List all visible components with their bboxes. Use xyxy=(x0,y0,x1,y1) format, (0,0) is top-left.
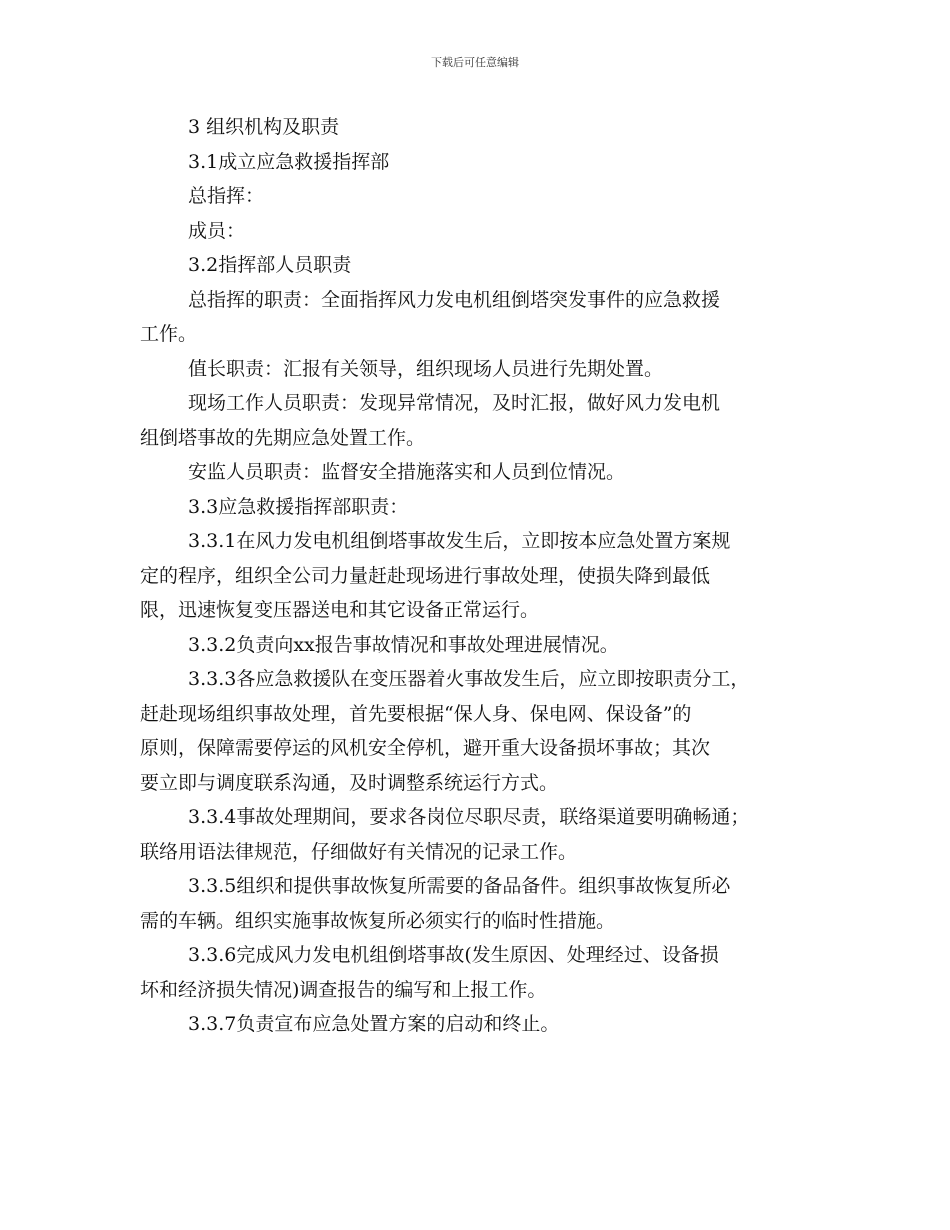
paragraph-line-first: 3.3.5组织和提供事故恢复所需要的备品备件。组织事故恢复所必 xyxy=(188,875,731,897)
paragraph-line-first: 成员： xyxy=(188,219,246,242)
paragraph xyxy=(140,524,830,628)
paragraph xyxy=(140,869,830,938)
document-body xyxy=(140,110,830,1042)
page-header: 下载后可任意编辑 xyxy=(431,56,519,69)
paragraph-line-first: 3.3.1在风力发电机组倒塔事故发生后，立即按本应急处置方案规 xyxy=(188,530,731,552)
paragraph xyxy=(140,800,830,869)
paragraph xyxy=(140,938,830,1007)
paragraph-line: 赶赴现场组织事故处理，首先要根据“保人身、保电网、保设备”的 xyxy=(140,702,692,725)
paragraph-line: 需的车辆。组织实施事故恢复所必须实行的临时性措施。 xyxy=(140,909,616,932)
paragraph-line-first: 3.3.6完成风力发电机组倒塔事故(发生原因、处理经过、设备损 xyxy=(188,944,719,966)
paragraph-line-first: 值长职责：汇报有关领导，组织现场人员进行先期处置。 xyxy=(188,357,664,380)
paragraph-line-first: 3.3.2负责向xx报告事故情况和事故处理进展情况。 xyxy=(188,633,619,656)
paragraph xyxy=(140,214,830,249)
paragraph xyxy=(140,110,830,145)
paragraph-line: 联络用语法律规范，仔细做好有关情况的记录工作。 xyxy=(140,840,578,863)
paragraph-line: 要立即与调度联系沟通，及时调整系统运行方式。 xyxy=(140,771,559,794)
paragraph-line: 坏和经济损失情况)调查报告的编写和上报工作。 xyxy=(140,978,547,1001)
paragraph-line-first: 3.3.7负责宣布应急处置方案的启动和终止。 xyxy=(188,1013,560,1035)
paragraph-line: 原则，保障需要停运的风机安全停机，避开重大设备损坏事故；其次 xyxy=(140,737,711,759)
paragraph xyxy=(140,145,830,180)
paragraph-line-first: 3.3.3各应急救援队在变压器着火事故发生后，应立即按职责分工， xyxy=(188,668,750,690)
paragraph-line: 限，迅速恢复变压器送电和其它设备正常运行。 xyxy=(140,599,540,621)
paragraph-line-first: 安监人员职责：监督安全措施落实和人员到位情况。 xyxy=(188,461,626,483)
paragraph xyxy=(140,1007,830,1042)
paragraph-line-first: 总指挥： xyxy=(188,185,265,207)
paragraph-line-first: 3.3.4事故处理期间，要求各岗位尽职尽责，联络渠道要明确畅通； xyxy=(188,806,750,828)
paragraph-line-first: 3.1成立应急救援指挥部 xyxy=(188,150,390,173)
paragraph-line-first: 现场工作人员职责：发现异常情况，及时汇报，做好风力发电机 xyxy=(188,392,721,414)
paragraph xyxy=(140,490,830,525)
paragraph xyxy=(140,352,830,387)
paragraph xyxy=(140,248,830,283)
paragraph-line-first: 3.3应急救援指挥部职责： xyxy=(188,495,409,518)
paragraph-line-first: 3.2指挥部人员职责 xyxy=(188,254,352,276)
paragraph xyxy=(140,179,830,214)
paragraph-line: 定的程序，组织全公司力量赶赴现场进行事故处理，使损失降到最低 xyxy=(140,564,711,587)
paragraph xyxy=(140,628,830,663)
paragraph xyxy=(140,455,830,490)
paragraph xyxy=(140,662,830,800)
paragraph xyxy=(140,386,830,455)
paragraph-line-first: 3 组织机构及职责 xyxy=(188,116,340,138)
paragraph-line: 组倒塔事故的先期应急处置工作。 xyxy=(140,426,426,449)
paragraph xyxy=(140,283,830,352)
paragraph-line-first: 总指挥的职责：全面指挥风力发电机组倒塔突发事件的应急救援 xyxy=(188,288,721,311)
paragraph-line: 工作。 xyxy=(140,323,198,345)
